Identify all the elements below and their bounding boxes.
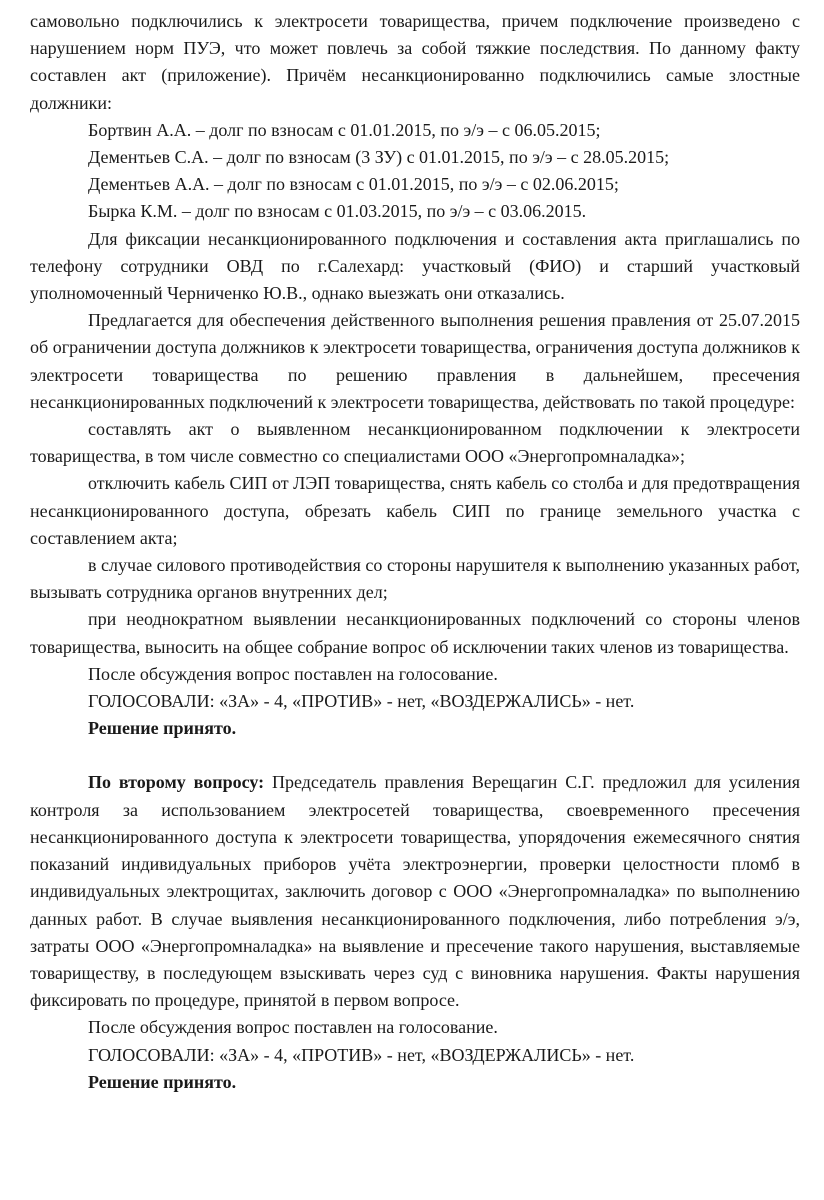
second-question-heading: По второму вопросу: bbox=[88, 772, 265, 793]
procedure-item: отключить кабель СИП от ЛЭП товарищества, снять кабель со столба и для предотвращения несанкционированного доступа, обрезать кабель СИП по границе земельного участка с составлением акта; bbox=[30, 473, 800, 548]
vote-result: ГОЛОСОВАЛИ: «ЗА» - 4, «ПРОТИВ» - нет, «ВОЗДЕРЖАЛИСЬ» - нет. bbox=[88, 1044, 635, 1065]
intro-paragraph: самовольно подключились к электросети товарищества, причем подключение произведено с нарушением норм ПУЭ, что может повлечь за собой тяжкие последствия. По данному факту составлен акт (приложение). Причём несанкционированно подключились самые злостные должники: bbox=[30, 11, 800, 113]
document-page bbox=[30, 8, 800, 1096]
procedure-item: при неоднократном выявлении несанкционированных подключений со стороны членов товарищества, выносить на общее собрание вопрос об исключении таких членов из товарищества. bbox=[30, 609, 800, 657]
proposal-paragraph: Предлагается для обеспечения действенного выполнения решения правления от 25.07.2015 об ограничении доступа должников к электросети товарищества, ограничения доступа должников к электросети товарищества по решению правления в дальнейшем, пресечения несанкционированных подключений к электросети товарищества, действовать по такой процедуре: bbox=[30, 310, 800, 412]
debtors-list bbox=[30, 117, 800, 226]
section-spacer bbox=[30, 742, 800, 769]
decision-text bbox=[30, 1069, 800, 1096]
list-item: Дементьев А.А. – долг по взносам с 01.01.2015, по э/э – с 02.06.2015; bbox=[88, 174, 619, 195]
police-paragraph: Для фиксации несанкционированного подключения и составления акта приглашались по телефону сотрудники ОВД по г.Салехард: участковый (ФИО) и старший участковый уполномоченный Черниченко Ю.В., однако выезжать они отказались. bbox=[30, 228, 800, 304]
list-item: Бортвин А.А. – долг по взносам с 01.01.2015, по э/э – с 06.05.2015; bbox=[88, 119, 601, 140]
vote-intro: После обсуждения вопрос поставлен на голосование. bbox=[88, 1017, 498, 1038]
list-item: Дементьев С.А. – долг по взносам (3 ЗУ) с 01.01.2015, по э/э – с 28.05.2015; bbox=[88, 147, 670, 168]
second-question-body: Председатель правления Верещагин С.Г. предложил для усиления контроля за использованием электросетей товарищества, своевременного пресечения несанкционированного доступа к электросети товарищества, упорядочения ежемесячного снятия показаний индивидуальных приборов учёта электроэнергии, проверки целостности пломб в индивидуальных электрощитах, заключить договор с ООО «Энергопромналадка» по выполнению данных работ. В случае выявления несанкционированного подключения, либо потребления э/э, затраты ООО «Энергопромналадка» на выявление и пресечение такого нарушения, выставляемые товариществу, в последующем взыскивать через суд с виновника нарушения. Факты нарушения фиксировать по процедуре, принятой в первом вопросе. bbox=[30, 772, 800, 1011]
second-question-paragraph bbox=[30, 769, 800, 1014]
decision-text bbox=[30, 715, 800, 742]
list-item: Бырка К.М. – долг по взносам с 01.03.2015, по э/э – с 03.06.2015. bbox=[88, 201, 587, 222]
vote-result: ГОЛОСОВАЛИ: «ЗА» - 4, «ПРОТИВ» - нет, «ВОЗДЕРЖАЛИСЬ» - нет. bbox=[88, 691, 635, 712]
decision-bold: Решение принято. bbox=[88, 718, 237, 739]
procedure-item: в случае силового противодействия со стороны нарушителя к выполнению указанных работ, вызывать сотрудника органов внутренних дел; bbox=[30, 555, 800, 603]
decision-bold: Решение принято. bbox=[88, 1071, 237, 1092]
vote-intro: После обсуждения вопрос поставлен на голосование. bbox=[88, 663, 498, 684]
procedure-item: составлять акт о выявленном несанкционированном подключении к электросети товарищества, в том числе совместно со специалистами ООО «Энергопромналадка»; bbox=[30, 419, 800, 467]
